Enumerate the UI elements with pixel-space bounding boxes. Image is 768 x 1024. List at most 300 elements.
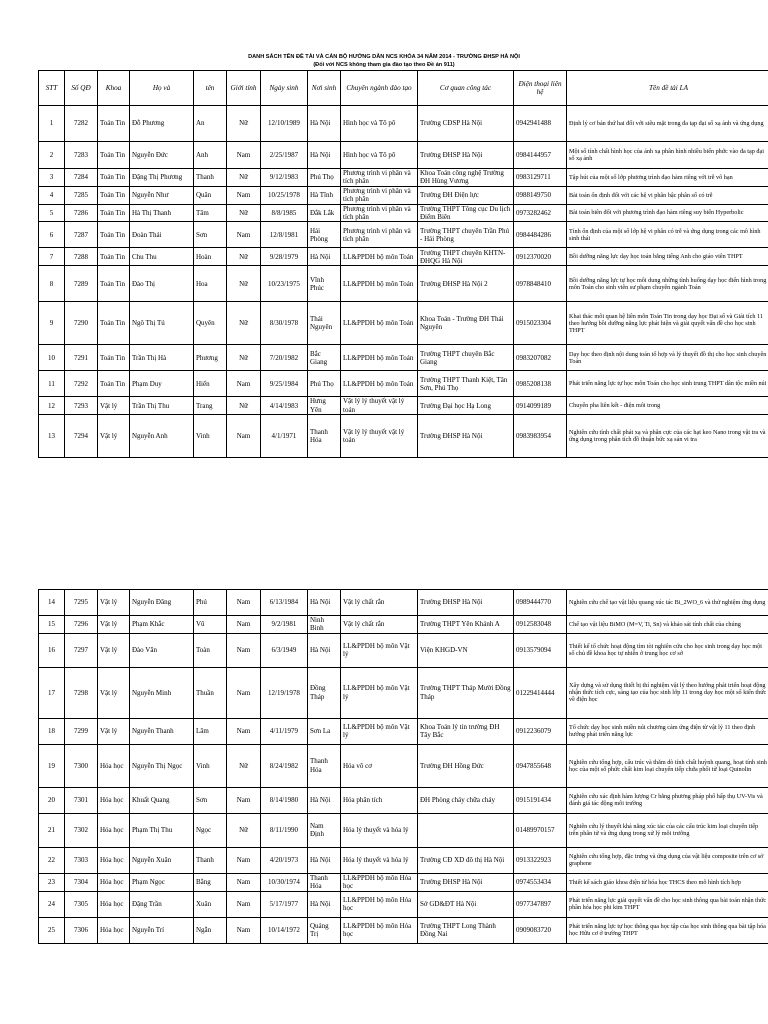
table-cell: Phú Thọ bbox=[308, 169, 341, 187]
table-cell: Nam bbox=[227, 787, 261, 813]
table-row bbox=[39, 873, 768, 891]
table-cell: 16 bbox=[39, 633, 65, 667]
table-row bbox=[39, 248, 768, 266]
table-cell: 0974553434 bbox=[514, 873, 567, 891]
column-header: Số QĐ bbox=[65, 71, 98, 106]
table-cell: Khai thác môi quan hệ liên môn Toán Tin trong dạy học Đại số và Giải tích 11 theo hướng bồi dưỡng năng lực phát hiện và giải quyết vấn đề cho học sinh THPT bbox=[567, 302, 768, 345]
table-cell: Vật lý bbox=[98, 718, 130, 744]
table-cell: Vũ bbox=[194, 616, 227, 634]
table-cell: 2/25/1987 bbox=[261, 142, 308, 169]
table-cell: Nguyễn Trí bbox=[130, 917, 194, 943]
table-cell: Nguyễn Thanh bbox=[130, 718, 194, 744]
table-cell: Nghiên cứu tổng hợp, cấu trúc và thăm dò tính chất huỳnh quang, hoạt tính sinh học của một số phức chất kim loại chuyển tiếp chứa phối tử loại Quinolin bbox=[567, 744, 768, 787]
table-cell: Nữ bbox=[227, 204, 261, 222]
table-cell: Tính ổn định của một số lớp hệ vi phân có trễ và ứng dụng trong các mô hình sinh thái bbox=[567, 222, 768, 248]
table-cell: Toán Tin bbox=[98, 142, 130, 169]
table-cell: Phương bbox=[194, 345, 227, 371]
table-cell: 25 bbox=[39, 917, 65, 943]
table-cell: Vật lý lý thuyết vật lý toán bbox=[341, 397, 418, 415]
table-cell: 23 bbox=[39, 873, 65, 891]
table-cell: 8/8/1985 bbox=[261, 204, 308, 222]
table-row bbox=[39, 633, 768, 667]
table-cell: 0989444770 bbox=[514, 590, 567, 616]
table-cell: LL&PPDH bộ môn Vật lý bbox=[341, 667, 418, 718]
table-cell: 19 bbox=[39, 744, 65, 787]
table-cell: Nữ bbox=[227, 813, 261, 847]
table-cell: Trường ĐH Hồng Đức bbox=[418, 744, 514, 787]
table-cell: Nghiên cứu tổng hợp, đặc trưng và ứng dụng của vật liệu composite trên cơ sở graphene bbox=[567, 847, 768, 873]
table-header-row bbox=[39, 71, 768, 106]
table-cell: Thanh Hóa bbox=[308, 873, 341, 891]
table-cell: 01229414444 bbox=[514, 667, 567, 718]
table-cell: ĐH Phòng cháy chữa cháy bbox=[418, 787, 514, 813]
table-cell: Thiết kế sách giáo khoa điện tử hóa học THCS theo mô hình tích hợp bbox=[567, 873, 768, 891]
table-cell: Thanh Hóa bbox=[308, 744, 341, 787]
table-cell: Đặng Trần bbox=[130, 891, 194, 917]
table-cell: Đỗ Phương bbox=[130, 106, 194, 142]
column-header: Ngày sinh bbox=[261, 71, 308, 106]
table-cell: Thiết kế tổ chức hoạt động tìm tòi nghiên cứu cho học sinh trong dạy học một số chủ đề khoa học tự nhiên ở trung học cơ sở bbox=[567, 633, 768, 667]
table-cell: Nữ bbox=[227, 302, 261, 345]
table-cell: Hóa học bbox=[98, 917, 130, 943]
table-cell: Trường ĐHSP Hà Nội bbox=[418, 590, 514, 616]
table-cell: 7305 bbox=[65, 891, 98, 917]
table-cell: 0913579094 bbox=[514, 633, 567, 667]
table-cell: Hình học và Tô pô bbox=[341, 106, 418, 142]
table-cell: Nữ bbox=[227, 345, 261, 371]
table-cell: Viện KHGD-VN bbox=[418, 633, 514, 667]
table-cell: Quyên bbox=[194, 302, 227, 345]
column-header: Giới tính bbox=[227, 71, 261, 106]
table-cell: 2 bbox=[39, 142, 65, 169]
table-row bbox=[39, 917, 768, 943]
table-cell: Nghiên cứu chế tạo vật liệu quang xúc tác Bi_2WO_6 và thử nghiệm ứng dụng bbox=[567, 590, 768, 616]
table-cell: 20 bbox=[39, 787, 65, 813]
table-cell: 9/25/1984 bbox=[261, 371, 308, 397]
table-cell: Hóa học bbox=[98, 813, 130, 847]
table-cell: 7300 bbox=[65, 744, 98, 787]
table-cell: Nam bbox=[227, 633, 261, 667]
table-cell: 8/24/1982 bbox=[261, 744, 308, 787]
column-header: tên bbox=[194, 71, 227, 106]
table-cell: Trường CĐSP Hà Nội bbox=[418, 106, 514, 142]
table-cell: Nam bbox=[227, 718, 261, 744]
table-cell: Phát triển năng lực tự học môn Toán cho học sinh trung THPT dân tộc miền núi bbox=[567, 371, 768, 397]
table-cell: 7290 bbox=[65, 302, 98, 345]
document-subtitle: (Đối với NCS không tham gia đào tạo theo Đề án 911) bbox=[313, 62, 455, 68]
table-row bbox=[39, 266, 768, 302]
table-cell: Ngọc bbox=[194, 813, 227, 847]
table-cell: 0942941488 bbox=[514, 106, 567, 142]
table-cell: Nguyễn Xuân bbox=[130, 847, 194, 873]
column-header: Chuyên ngành đào tạo bbox=[341, 71, 418, 106]
table-cell: LL&PPDH bộ môn Vật lý bbox=[341, 633, 418, 667]
table-cell: 8/11/1990 bbox=[261, 813, 308, 847]
table-cell: Nguyễn Như bbox=[130, 186, 194, 204]
table-cell: Toán Tin bbox=[98, 106, 130, 142]
table-cell: Trường ĐHSP Hà Nội bbox=[418, 415, 514, 458]
table-cell: Hà Nội bbox=[308, 891, 341, 917]
table-cell: 7286 bbox=[65, 204, 98, 222]
table-cell: 15 bbox=[39, 616, 65, 634]
table-cell: Trường ĐHSP Hà Nội bbox=[418, 142, 514, 169]
table-cell: 0912370020 bbox=[514, 248, 567, 266]
table-cell: Hoàn bbox=[194, 248, 227, 266]
table-cell: Trường ĐHSP Hà Nội bbox=[418, 873, 514, 891]
table-cell: Vật lý bbox=[98, 667, 130, 718]
table-cell: Nam bbox=[227, 891, 261, 917]
table-cell: 4/11/1979 bbox=[261, 718, 308, 744]
table-cell: Hà Nội bbox=[308, 142, 341, 169]
table-cell: 7299 bbox=[65, 718, 98, 744]
table-cell: LL&PPDH bộ môn Toán bbox=[341, 345, 418, 371]
table-cell: 13 bbox=[39, 415, 65, 458]
table-page-1 bbox=[38, 70, 768, 458]
table-cell: Bài toán biên đối với phương trình đạo hàm riêng suy biến Hyperbolic bbox=[567, 204, 768, 222]
table-cell: Phương trình vi phân và tích phân bbox=[341, 222, 418, 248]
table-row bbox=[39, 590, 768, 616]
table-cell: Phương trình vi phân và tích phân bbox=[341, 186, 418, 204]
table-cell: 10/14/1972 bbox=[261, 917, 308, 943]
table-row bbox=[39, 813, 768, 847]
table-cell: Trường THPT Tháp Mười Đồng Tháp bbox=[418, 667, 514, 718]
table-cell: Khuất Quang bbox=[130, 787, 194, 813]
table-cell: Phương trình vi phân và tích phân bbox=[341, 169, 418, 187]
table-row bbox=[39, 222, 768, 248]
table-row bbox=[39, 302, 768, 345]
table-cell: 8 bbox=[39, 266, 65, 302]
table-cell: Nam bbox=[227, 222, 261, 248]
table-cell: Lâm bbox=[194, 718, 227, 744]
table-cell: Vật lý bbox=[98, 633, 130, 667]
table-cell: 4 bbox=[39, 186, 65, 204]
table-cell: Sơn La bbox=[308, 718, 341, 744]
table-cell: 0983207082 bbox=[514, 345, 567, 371]
table-cell: LL&PPDH bộ môn Hóa học bbox=[341, 917, 418, 943]
table-cell: Nguyễn Đăng bbox=[130, 590, 194, 616]
table-cell: Vật lý lý thuyết vật lý toán bbox=[341, 415, 418, 458]
table-cell: Nam bbox=[227, 917, 261, 943]
table-cell: 0909083720 bbox=[514, 917, 567, 943]
table-row bbox=[39, 186, 768, 204]
table-cell: Sơn bbox=[194, 222, 227, 248]
table-cell: Trần Thị Hà bbox=[130, 345, 194, 371]
table-cell: 10/23/1975 bbox=[261, 266, 308, 302]
table-cell: Vật lý bbox=[98, 397, 130, 415]
table-cell: 9/12/1983 bbox=[261, 169, 308, 187]
column-header: Họ và bbox=[130, 71, 194, 106]
table-cell: LL&PPDH bộ môn Toán bbox=[341, 248, 418, 266]
table-cell: Trường ĐH Điện lực bbox=[418, 186, 514, 204]
table-row bbox=[39, 106, 768, 142]
table-cell: 7287 bbox=[65, 222, 98, 248]
table-cell: Bắc Giang bbox=[308, 345, 341, 371]
table-cell: Hóa học bbox=[98, 891, 130, 917]
table-cell: 7297 bbox=[65, 633, 98, 667]
table-cell: An bbox=[194, 106, 227, 142]
table-cell: Ninh Bình bbox=[308, 616, 341, 634]
column-header: Nơi sinh bbox=[308, 71, 341, 106]
table-cell: Bằng bbox=[194, 873, 227, 891]
table-row bbox=[39, 616, 768, 634]
table-row bbox=[39, 847, 768, 873]
table-cell: Nguyễn Đức bbox=[130, 142, 194, 169]
table-cell: 01489970157 bbox=[514, 813, 567, 847]
table-row bbox=[39, 345, 768, 371]
table-cell: Ngô Thị Tú bbox=[130, 302, 194, 345]
table-cell: Toán Tin bbox=[98, 371, 130, 397]
table-cell: 0947855648 bbox=[514, 744, 567, 787]
table-cell: Toán Tin bbox=[98, 186, 130, 204]
table-cell: 0915023304 bbox=[514, 302, 567, 345]
table-cell: Vinh bbox=[194, 744, 227, 787]
table-cell: Sơn bbox=[194, 787, 227, 813]
table-cell: LL&PPDH bộ môn Hóa học bbox=[341, 873, 418, 891]
table-cell: Nữ bbox=[227, 248, 261, 266]
table-cell: 7296 bbox=[65, 616, 98, 634]
table-cell: Nam bbox=[227, 415, 261, 458]
table-cell: Nữ bbox=[227, 169, 261, 187]
table-cell: Phạm Duy bbox=[130, 371, 194, 397]
table-cell: Tâm bbox=[194, 204, 227, 222]
table-cell: Hải Phòng bbox=[308, 222, 341, 248]
table-cell: 0912236079 bbox=[514, 718, 567, 744]
table-cell: Sở GD&ĐT Hà Nội bbox=[418, 891, 514, 917]
table-cell: Anh bbox=[194, 142, 227, 169]
table-cell: Dạy học theo định nội dung toán tổ hợp và lý thuyết đồ thị cho học sinh chuyên Toán bbox=[567, 345, 768, 371]
table-cell: Trường THPT chuyên Bắc Giang bbox=[418, 345, 514, 371]
table-cell: Trường THPT Thanh Kiệt, Tân Sơn, Phú Thọ bbox=[418, 371, 514, 397]
table-cell: 7282 bbox=[65, 106, 98, 142]
table-cell: Trường THPT Tông cục Du lịch Điểm Biên bbox=[418, 204, 514, 222]
table-cell: Toán Tin bbox=[98, 222, 130, 248]
table-cell: LL&PPDH bộ môn Toán bbox=[341, 371, 418, 397]
table-cell: Toán Tin bbox=[98, 169, 130, 187]
table-cell: Tập hút của một số lớp phương trình đạo hàm riêng với trễ vô hạn bbox=[567, 169, 768, 187]
table-cell: Hóa học bbox=[98, 873, 130, 891]
table-cell: Nam bbox=[227, 142, 261, 169]
table-cell: 1 bbox=[39, 106, 65, 142]
table-cell: 0985208138 bbox=[514, 371, 567, 397]
table-cell: Chu Thu bbox=[130, 248, 194, 266]
table-cell: Phát triển năng lực tự học thông qua học tập của học sinh thông qua bài tập hóa học Hữu cơ ở trường THPT bbox=[567, 917, 768, 943]
table-cell: 0988149750 bbox=[514, 186, 567, 204]
table-cell: Nam bbox=[227, 590, 261, 616]
table-cell: 17 bbox=[39, 667, 65, 718]
table-row bbox=[39, 787, 768, 813]
table-cell: 7293 bbox=[65, 397, 98, 415]
table-cell: Vật lý chất rắn bbox=[341, 616, 418, 634]
table-cell: Phạm Thị Thu bbox=[130, 813, 194, 847]
table-cell: Nữ bbox=[227, 106, 261, 142]
table-cell: Tổ chức dạy học sinh miền núi chương cảm ứng điện từ vật lý 11 theo định hướng phát triển năng lực bbox=[567, 718, 768, 744]
table-cell: Nữ bbox=[227, 397, 261, 415]
table-cell: Nam bbox=[227, 371, 261, 397]
table-row bbox=[39, 397, 768, 415]
table-cell: LL&PPDH bộ môn Vật lý bbox=[341, 718, 418, 744]
table-cell: 0983129711 bbox=[514, 169, 567, 187]
table-cell bbox=[418, 813, 514, 847]
table-cell: Hóa lý thuyết và hóa lý bbox=[341, 813, 418, 847]
table-cell: 7304 bbox=[65, 873, 98, 891]
column-header: Điện thoại liên hệ bbox=[514, 71, 567, 106]
table-cell: Hóa học bbox=[98, 787, 130, 813]
table-cell: Phú Thọ bbox=[308, 371, 341, 397]
table-cell: 10 bbox=[39, 345, 65, 371]
table-cell: Đoàn Thái bbox=[130, 222, 194, 248]
table-cell: Trường THPT Yên Khánh A bbox=[418, 616, 514, 634]
table-cell: Nữ bbox=[227, 266, 261, 302]
table-cell: 7291 bbox=[65, 345, 98, 371]
table-cell: 7292 bbox=[65, 371, 98, 397]
column-header: Tên đề tài LA bbox=[567, 71, 768, 106]
table-cell: 11 bbox=[39, 371, 65, 397]
table-cell: Trường THPT Long Thành Đồng Nai bbox=[418, 917, 514, 943]
table-cell: 7288 bbox=[65, 248, 98, 266]
table-cell: Hà Nội bbox=[308, 787, 341, 813]
table-cell: 7303 bbox=[65, 847, 98, 873]
table-cell: Đặng Thị Phương bbox=[130, 169, 194, 187]
table-cell: Nam Định bbox=[308, 813, 341, 847]
table-cell: Trường THPT chuyên Trần Phú - Hải Phòng bbox=[418, 222, 514, 248]
table-cell: Toán Tin bbox=[98, 204, 130, 222]
table-cell: Trần Thị Thu bbox=[130, 397, 194, 415]
table-cell: Vinh bbox=[194, 415, 227, 458]
table-cell: Bồi dưỡng năng lực dạy học toán bằng tiếng Anh cho giáo viên THPT bbox=[567, 248, 768, 266]
table-cell: 4/14/1983 bbox=[261, 397, 308, 415]
table-cell: Một số tính chất hình học của ánh xạ phân hình nhiều biến phức vào đa tạp đại số xạ ảnh bbox=[567, 142, 768, 169]
table-cell: Nữ bbox=[227, 744, 261, 787]
table-cell: 7295 bbox=[65, 590, 98, 616]
table-cell: 6 bbox=[39, 222, 65, 248]
table-cell: LL&PPDH bộ môn Toán bbox=[341, 302, 418, 345]
table-cell: 0978848410 bbox=[514, 266, 567, 302]
table-cell: 8/14/1980 bbox=[261, 787, 308, 813]
table-cell: 24 bbox=[39, 891, 65, 917]
table-cell: Phạm Ngọc bbox=[130, 873, 194, 891]
table-cell: Phát triển năng lực giải quyết vấn đề cho học sinh thông qua bài toán nhận thức phần hóa học phi kim THPT bbox=[567, 891, 768, 917]
table-row bbox=[39, 169, 768, 187]
table-cell: Hà Nội bbox=[308, 847, 341, 873]
table-cell: 0913322923 bbox=[514, 847, 567, 873]
table-cell: 9/28/1979 bbox=[261, 248, 308, 266]
table-cell: 7302 bbox=[65, 813, 98, 847]
table-cell: Nam bbox=[227, 667, 261, 718]
table-cell: 5 bbox=[39, 204, 65, 222]
table-cell: Chế tạo vật liệu BiMO (M=V, Ti, Sn) và khảo sát tính chất của chúng bbox=[567, 616, 768, 634]
table-cell: Vật lý chất rắn bbox=[341, 590, 418, 616]
table-cell: Chuyển pha liên kết - điện môi trong bbox=[567, 397, 768, 415]
table-cell: Hà Thị Thanh bbox=[130, 204, 194, 222]
table-cell: Đào Văn bbox=[130, 633, 194, 667]
table-cell: Hiển bbox=[194, 371, 227, 397]
table-cell: 7289 bbox=[65, 266, 98, 302]
table-cell: Hà Nội bbox=[308, 590, 341, 616]
table-cell: Định lý cơ bản thứ hai đối với siêu mặt trong đa tạp đại số xạ ảnh và ứng dụng bbox=[567, 106, 768, 142]
table-cell: Nguyễn Minh bbox=[130, 667, 194, 718]
table-row bbox=[39, 667, 768, 718]
table-cell: 21 bbox=[39, 813, 65, 847]
table-cell: 0912583048 bbox=[514, 616, 567, 634]
table-cell: 7285 bbox=[65, 186, 98, 204]
table-cell: Hóa học bbox=[98, 847, 130, 873]
table-cell: Nguyễn Thị Ngọc bbox=[130, 744, 194, 787]
table-row bbox=[39, 718, 768, 744]
table-cell: Hà Nội bbox=[308, 106, 341, 142]
table-cell: 12/10/1989 bbox=[261, 106, 308, 142]
table-cell: Khoa Toán công nghệ Trường ĐH Hùng Vương bbox=[418, 169, 514, 187]
table-cell: Trường ĐHSP Hà Nội 2 bbox=[418, 266, 514, 302]
table-cell: Toán Tin bbox=[98, 248, 130, 266]
table-cell: Vĩnh Phúc bbox=[308, 266, 341, 302]
table-cell: 8/30/1978 bbox=[261, 302, 308, 345]
table-cell: Hà Tĩnh bbox=[308, 186, 341, 204]
table-cell: Vật lý bbox=[98, 590, 130, 616]
table-cell: Trang bbox=[194, 397, 227, 415]
table-cell: 12/19/1978 bbox=[261, 667, 308, 718]
table-cell: Hóa lý thuyết và hóa lý bbox=[341, 847, 418, 873]
table-cell: Nghiên cứu xác định hàm lượng Cr bằng phương pháp phổ hấp thụ UV-Vis và đánh giá tác động môi trường bbox=[567, 787, 768, 813]
table-cell: Toàn bbox=[194, 633, 227, 667]
table-cell: Ngẫn bbox=[194, 917, 227, 943]
table-cell: 7298 bbox=[65, 667, 98, 718]
table-cell: Nam bbox=[227, 847, 261, 873]
table-cell: Thuần bbox=[194, 667, 227, 718]
table-cell: Hoa bbox=[194, 266, 227, 302]
table-cell: 10/25/1978 bbox=[261, 186, 308, 204]
table-cell: Thanh bbox=[194, 847, 227, 873]
table-cell: Hình học và Tô pô bbox=[341, 142, 418, 169]
table-cell: Hóa phân tích bbox=[341, 787, 418, 813]
table-cell: Bài toán ổn định đối với các hệ vi phân bậc phân số có trễ bbox=[567, 186, 768, 204]
table-cell: Trường CĐ XD đô thị Hà Nội bbox=[418, 847, 514, 873]
table-cell: 18 bbox=[39, 718, 65, 744]
table-cell: Hóa học bbox=[98, 744, 130, 787]
table-cell: Nam bbox=[227, 186, 261, 204]
table-cell: 4/1/1971 bbox=[261, 415, 308, 458]
table-cell: 22 bbox=[39, 847, 65, 873]
table-row bbox=[39, 891, 768, 917]
table-cell: 7283 bbox=[65, 142, 98, 169]
table-cell: Toán Tin bbox=[98, 302, 130, 345]
table-row bbox=[39, 142, 768, 169]
table-cell: 14 bbox=[39, 590, 65, 616]
table-cell: Đào Thị bbox=[130, 266, 194, 302]
table-cell: Nghiên cứu tính chất phát xạ và phân cực của các hạt keo Nano trong vật tra và ứng dụng trong phân tích đồ thuận bức xạ sán vi tra bbox=[567, 415, 768, 458]
table-cell: 0914099189 bbox=[514, 397, 567, 415]
table-row bbox=[39, 371, 768, 397]
table-cell: 0977347897 bbox=[514, 891, 567, 917]
table-cell: 3 bbox=[39, 169, 65, 187]
table-cell: Phạm Khắc bbox=[130, 616, 194, 634]
table-cell: Nguyễn Anh bbox=[130, 415, 194, 458]
table-cell: Quảng Trị bbox=[308, 917, 341, 943]
column-header: Khoa bbox=[98, 71, 130, 106]
table-cell: 12 bbox=[39, 397, 65, 415]
table-cell: 9 bbox=[39, 302, 65, 345]
table-cell: Đồng Tháp bbox=[308, 667, 341, 718]
table-cell: 10/30/1974 bbox=[261, 873, 308, 891]
table-cell: Đắk Lắk bbox=[308, 204, 341, 222]
table-cell: 0984484286 bbox=[514, 222, 567, 248]
table-cell: Nam bbox=[227, 873, 261, 891]
table-cell: 7 bbox=[39, 248, 65, 266]
table-cell: 7301 bbox=[65, 787, 98, 813]
table-cell: LL&PPDH bộ môn Toán bbox=[341, 266, 418, 302]
table-cell: Xuân bbox=[194, 891, 227, 917]
table-cell: Trường THPT chuyên KHTN- ĐHQG Hà Nội bbox=[418, 248, 514, 266]
table-cell: Bồi dưỡng năng lực tự học môi dung những tình huống dạy học điển hình trong môn Toán cho sinh viên sư phạm chuyên ngành Toán bbox=[567, 266, 768, 302]
